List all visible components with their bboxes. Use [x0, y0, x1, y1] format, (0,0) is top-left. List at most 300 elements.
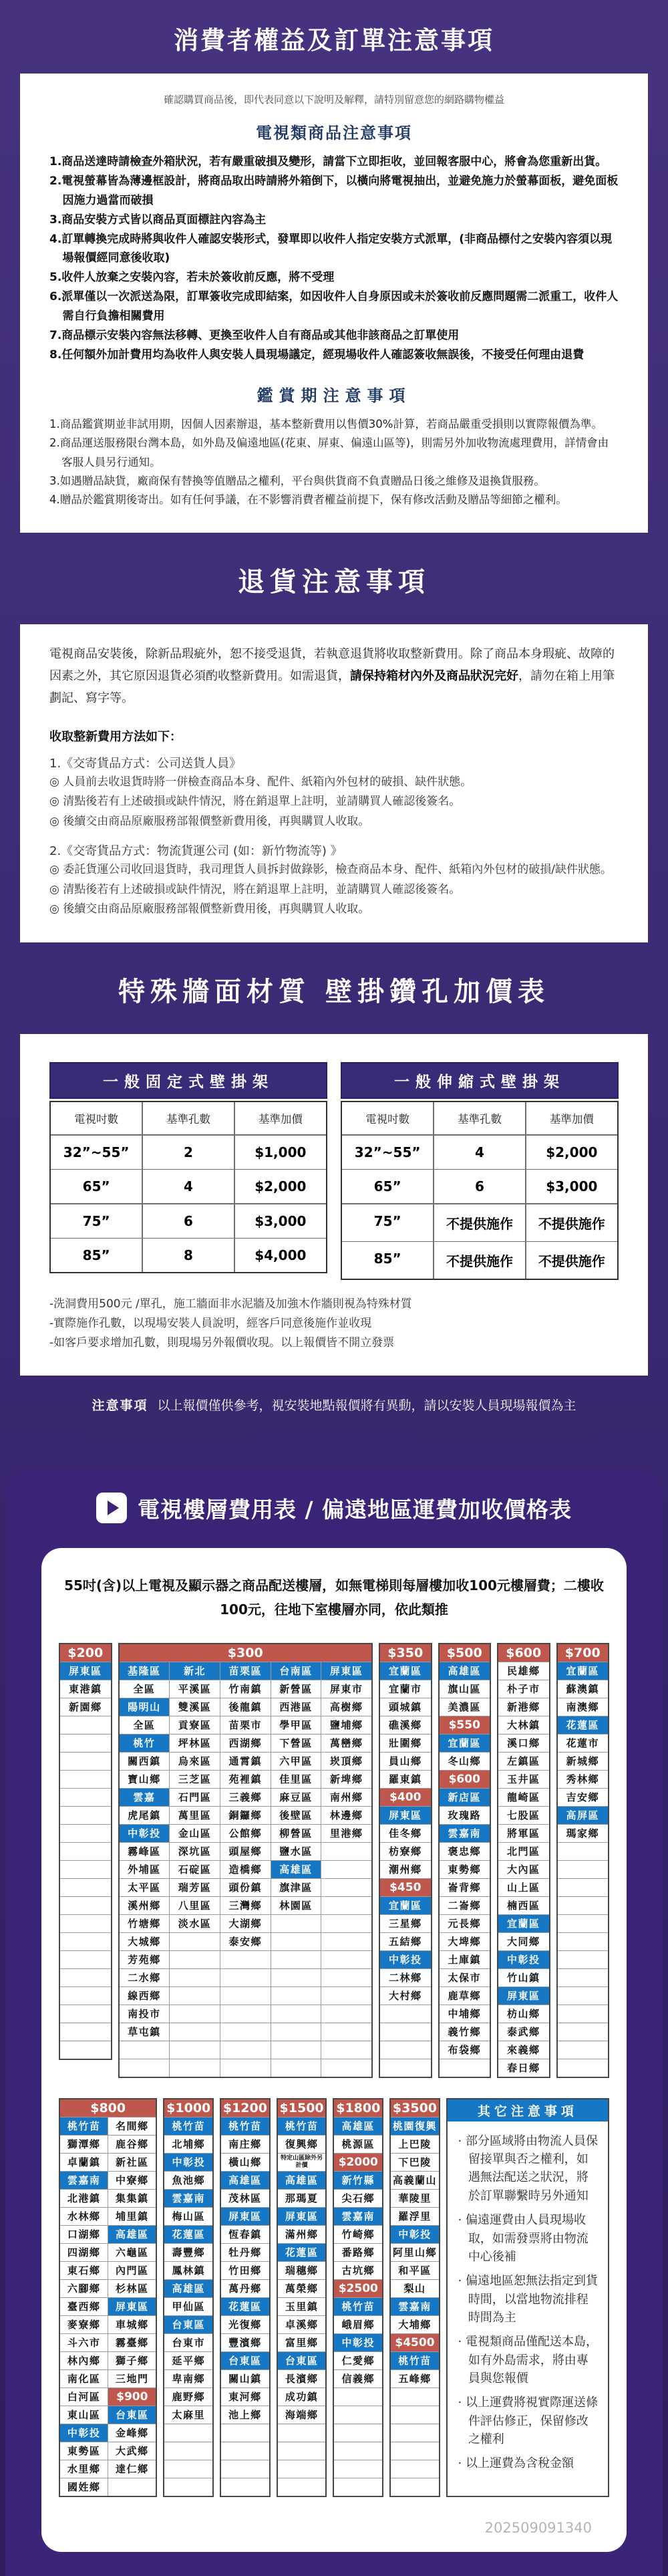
fee-area-cell: 大同鄉 [498, 1933, 549, 1950]
fee-area-cell [558, 1969, 609, 1986]
fee-area-cell: 六龜區 [108, 2244, 156, 2261]
wall-cell: $1,000 [235, 1136, 326, 1169]
fee-area-cell: 南庄鄉 [221, 2136, 269, 2153]
fee-area-cell [60, 1915, 111, 1932]
fee-area-cell: 那瑪夏 [278, 2190, 326, 2207]
other-notes-panel [446, 2098, 609, 2497]
list-item: 7.商品標示安裝內容無法移轉、更換至收件人自有商品或其他非該商品之訂單使用 [49, 329, 460, 343]
fee-area-cell: 梨山 [391, 2280, 439, 2297]
returns-paragraph [49, 643, 619, 710]
returns-para-pre: 電視商品安裝後，除新品瑕疵外，恕不接受退貨，若執意退貨將收取整新費用。除了商品本身瑕疵、故障的因素之外，其它原因退貨必須酌收整新費用。如需退貨， [49, 646, 615, 683]
list-item: · 偏遠運費由人員現場收取，如需發票將由物流中心後補 [458, 2213, 589, 2264]
fee-area-cell: $600 [440, 1771, 490, 1788]
fee-area-cell: 崁頂鄉 [321, 1753, 371, 1770]
fee-area-cell: 壯圍鄉 [380, 1734, 431, 1752]
fee-area-cell: 大湖鄉 [220, 1915, 271, 1932]
fee-area-cell: 竹山鎮 [498, 1969, 549, 1986]
fee-area-cell: 延平鄉 [164, 2352, 212, 2369]
fee-region-header: 桃竹苗 [221, 2117, 269, 2135]
fee-area-cell: 高雄區 [221, 2172, 269, 2189]
fee-area-cell: 西港區 [271, 1698, 321, 1716]
play-icon [96, 1493, 127, 1523]
fee-area-cell: 新園鄉 [60, 1698, 111, 1716]
list-item: ◎ 清點後若有上述破損或缺件情況，將在銷退單上註明，並請購買人確認後簽名。 [49, 882, 461, 896]
fee-area-cell: 雙溪區 [170, 1698, 220, 1716]
fee-area-cell: 礁溪鄉 [380, 1716, 431, 1734]
fee-area-cell: 羅東鎮 [380, 1771, 431, 1788]
fee-area-cell [558, 1897, 609, 1914]
fee-area-cell [558, 1987, 609, 2005]
wall-cell: 6 [434, 1170, 525, 1203]
fee-area-cell [60, 1933, 111, 1950]
fee-area-cell [558, 1843, 609, 1860]
fee-area-cell: 新城鄉 [558, 1753, 609, 1770]
fee-area-cell [391, 2424, 439, 2442]
fee-area-cell: 內門區 [108, 2262, 156, 2279]
fee-area-cell: 豐濱鄉 [221, 2334, 269, 2351]
fee-area-cell [321, 1987, 371, 2005]
intro-text: 確認購買商品後，即代表同意以下說明及解釋，請特別留意您的網路購物權益 [163, 94, 504, 106]
fee-area-cell: 卓蘭鎮 [60, 2154, 108, 2171]
fee-area-cell: 臺西鄉 [60, 2298, 108, 2315]
fee-area-cell: 高義蘭山 [391, 2172, 439, 2189]
fee-area-cell: 新港鄉 [498, 1698, 549, 1716]
wall-col-header: 電視吋數 [342, 1102, 433, 1134]
fee-area-cell [380, 2005, 431, 2023]
fee-area-cell: 學甲區 [271, 1716, 321, 1734]
fee-area-cell: 六甲區 [271, 1753, 321, 1770]
fee-area-cell: $900 [108, 2388, 156, 2406]
fee-area-cell [391, 2388, 439, 2406]
fee-area-cell: 後龍鎮 [220, 1698, 271, 1716]
fee-area-cell: 高樹鄉 [321, 1698, 371, 1716]
fee-area-cell: 竹塘鄉 [120, 1915, 170, 1932]
fee-area-cell: 元長鄉 [440, 1915, 490, 1932]
fee-area-cell [60, 1807, 111, 1824]
list-item: -如客戶要求增加孔數，則現場另外報價收現。以上報價皆不開立發票 [49, 1335, 395, 1349]
fee-area-cell [271, 2005, 321, 2023]
returns-para-post: ，請勿在箱上用筆劃記、寫字等。 [49, 668, 615, 706]
fee-area-cell [170, 1951, 220, 1968]
fee-area-cell [271, 2023, 321, 2041]
fee-area-cell: 七股區 [498, 1807, 549, 1824]
method2-list [49, 860, 619, 920]
fee-area-cell: 萬榮鄉 [278, 2280, 326, 2297]
fee-area-cell: 新營區 [271, 1680, 321, 1698]
fee-table-1500 [277, 2098, 327, 2497]
other-notes-title: 其它注意事項 [448, 2099, 608, 2121]
fee-area-cell [558, 2059, 609, 2077]
fee-area-cell: 新店區 [440, 1789, 490, 1806]
fee-area-cell [60, 1825, 111, 1842]
fee-area-cell: 三芝區 [170, 1771, 220, 1788]
wall-col-header: 基準孔數 [143, 1102, 234, 1134]
fee-area-cell [321, 2005, 371, 2023]
fee-price-header: $600 [498, 1644, 549, 1662]
fee-area-cell [321, 1951, 371, 1968]
wall-cell: 4 [143, 1170, 234, 1203]
fee-area-cell [60, 2023, 111, 2041]
fee-area-cell: 滿州鄉 [278, 2226, 326, 2243]
fee-area-cell: 花蓮區 [278, 2244, 326, 2261]
fee-price-header: $700 [558, 1644, 609, 1662]
fee-area-cell: 麻豆區 [271, 1789, 321, 1806]
fee-table-600 [497, 1643, 550, 2078]
fee-area-cell [164, 2442, 212, 2460]
method-heading: 收取整新費用方法如下： [49, 729, 182, 744]
wall-table-title: 一般伸縮式壁掛架 [341, 1062, 619, 1099]
fee-area-cell: 下營區 [271, 1734, 321, 1752]
fee-region-header: 屏東區 [321, 1662, 371, 1680]
list-item: ◎ 清點後若有上述破損或缺件情況，將在銷退單上註明，並請購買人確認後簽名。 [49, 795, 461, 809]
fee-area-cell: 鹽埔鄉 [321, 1716, 371, 1734]
list-item: · 以上運費將視實際運送條件評估修正，保留修改之權利 [458, 2396, 598, 2447]
fee-area-cell [170, 1987, 220, 2005]
fee-area-cell: 白河區 [60, 2388, 108, 2406]
list-item: 3.如遇贈品缺貨，廠商保有替換等值贈品之權利，平台與供貨商不負責贈品日後之維修及退換貨服務。 [49, 474, 545, 487]
fee-area-cell: 北港鎮 [60, 2190, 108, 2207]
fee-area-cell: 二林鄉 [380, 1969, 431, 1986]
list-item: 2.電視螢幕皆為薄邊框設計，將商品取出時請將外箱倒下，以橫向將電視抽出，並避免施力於螢幕面板，避免面板因施力過當而破損 [49, 174, 619, 207]
fee-area-cell: 梅山區 [164, 2208, 212, 2225]
fee-area-cell: 下巴陵 [391, 2154, 439, 2171]
fee-area-cell: 佳里區 [271, 1771, 321, 1788]
fee-area-cell [440, 2059, 490, 2077]
fee-area-cell: 特定山區除外另計價 [278, 2154, 326, 2171]
fee-area-cell [220, 2059, 271, 2077]
fee-area-cell: 深坑區 [170, 1843, 220, 1860]
fee-area-cell: 茂林區 [221, 2190, 269, 2207]
list-item: 2.商品運送服務限台灣本島，如外島及偏遠地區(花東、屏東、偏遠山區等)，則需另外加收物流處理費用，詳情會由客服人員另行通知。 [49, 436, 609, 469]
list-item: · 電視類商品僅配送本島，如有外島需求，將由專員與您報價 [458, 2335, 598, 2386]
fee-area-cell [60, 1789, 111, 1806]
fee-area-cell: 池上鄉 [221, 2406, 269, 2424]
fee-area-cell [380, 2041, 431, 2059]
list-item: · 以上運費為含稅金額 [458, 2456, 574, 2471]
fee-area-cell: 大武鄉 [108, 2442, 156, 2460]
fee-area-cell: 雲嘉南 [164, 2190, 212, 2207]
fee-area-cell: 霧峰區 [120, 1843, 170, 1860]
play-triangle-icon [108, 1501, 119, 1515]
fee-area-cell [321, 1897, 371, 1914]
fee-area-cell [334, 2424, 382, 2442]
fee-area-cell: 旗津區 [271, 1879, 321, 1896]
returns-title: 退貨注意事項 [238, 566, 430, 598]
fee-area-cell: 石碇區 [170, 1861, 220, 1878]
fee-area-cell [271, 1951, 321, 1968]
fee-area-cell: 枋寮鄉 [380, 1843, 431, 1860]
fee-area-cell [321, 2041, 371, 2059]
wall-card [20, 1034, 648, 1376]
fee-area-cell: 卑南鄉 [164, 2370, 212, 2388]
wall-notes [49, 1295, 619, 1353]
fee-area-cell: 東石鄉 [60, 2262, 108, 2279]
fee-area-cell: 北門區 [498, 1843, 549, 1860]
fee-area-cell: 雲嘉南 [60, 2172, 108, 2189]
fee-area-cell [334, 2406, 382, 2424]
fee-area-cell [220, 1969, 271, 1986]
fee-region-header: 台南區 [271, 1662, 321, 1680]
fee-area-cell: 竹田鄉 [221, 2262, 269, 2279]
fee-area-cell [558, 1951, 609, 1968]
shipping-header [5, 1493, 663, 1524]
fee-area-cell: 長濱鄉 [278, 2370, 326, 2388]
fee-area-cell: 恆春鎮 [221, 2226, 269, 2243]
fee-area-cell: 東山區 [60, 2406, 108, 2424]
fee-area-cell [558, 1933, 609, 1950]
list-item: ◎ 後續交由商品原廠服務部報價整新費用後，再與購買人收取。 [49, 815, 370, 829]
fee-price-header: $350 [380, 1644, 431, 1662]
fee-area-cell: 秀林鄉 [558, 1771, 609, 1788]
fee-area-cell: 新埤鄉 [321, 1771, 371, 1788]
fee-area-cell: 杉林區 [108, 2280, 156, 2297]
fee-area-cell [271, 1933, 321, 1950]
tv-notice-list [49, 152, 619, 365]
fee-area-cell: 光復鄉 [221, 2316, 269, 2333]
fee-area-cell: 枋山鄉 [498, 2005, 549, 2023]
fee-price-header: $3500 [391, 2099, 439, 2117]
fee-table-1800 [333, 2098, 383, 2497]
shipping-card [41, 1548, 627, 2552]
fee-area-cell: 獅潭鄉 [60, 2136, 108, 2153]
method1-title: 1.《交寄貨品方式：公司送貨人員》 [49, 756, 242, 771]
fee-area-cell: 番路鄉 [334, 2244, 382, 2261]
fee-area-cell [391, 2460, 439, 2478]
fee-area-cell: 花蓮區 [164, 2226, 212, 2243]
fee-area-cell: 員山鄉 [380, 1753, 431, 1770]
fee-area-cell: 水里鄉 [60, 2460, 108, 2478]
fee-area-cell: 瑪家鄉 [558, 1825, 609, 1842]
fee-price-header: $1200 [221, 2099, 269, 2117]
fee-area-cell: 埔里鎮 [108, 2208, 156, 2225]
appreciation-heading: 鑑賞期注意事項 [257, 386, 411, 405]
fee-region-header: 高雄區 [334, 2117, 382, 2135]
fee-area-cell: 台東區 [221, 2352, 269, 2369]
fee-area-cell: 台東市 [164, 2334, 212, 2351]
consumer-card [20, 74, 648, 533]
fee-region-header: 桃竹苗 [164, 2117, 212, 2135]
fee-region-header: 基隆區 [120, 1662, 170, 1680]
wall-notice-label: 注意事項 [92, 1398, 148, 1413]
fee-area-cell: 桃竹 [120, 1734, 170, 1752]
fee-area-cell: 花蓮區 [558, 1716, 609, 1734]
fee-area-cell: 石門區 [170, 1789, 220, 1806]
list-item: · 部分區域將由物流人員保留接單與否之權利，如遇無法配送之狀況，將於訂單聯繫時另外通知 [458, 2134, 598, 2203]
page-title: 消費者權益及訂單注意事項 [174, 26, 494, 55]
fee-area-cell: 全區 [120, 1716, 170, 1734]
fee-area-cell: 銅鑼鄉 [220, 1807, 271, 1824]
fee-area-cell: 關山鎮 [221, 2370, 269, 2388]
fee-area-cell [170, 2023, 220, 2041]
fee-area-cell: 林內鄉 [60, 2352, 108, 2369]
fee-area-cell: 布袋鄉 [440, 2041, 490, 2059]
wall-cell: 8 [143, 1239, 234, 1272]
fee-area-cell: 烏來區 [170, 1753, 220, 1770]
wall-table-title: 一般固定式壁掛架 [49, 1062, 327, 1099]
wall-cell: $4,000 [235, 1239, 326, 1272]
fee-area-cell [321, 2059, 371, 2077]
fee-area-cell: 關西鎮 [120, 1753, 170, 1770]
fee-area-cell: 羅浮里 [391, 2208, 439, 2225]
fee-area-cell: 大埤鄉 [440, 1933, 490, 1950]
wall-title: 特殊牆面材質 壁掛鑽孔加價表 [118, 977, 550, 1008]
wall-cell: 4 [434, 1136, 525, 1169]
fee-area-cell: 甲仙區 [164, 2298, 212, 2315]
fee-area-cell: 線西鄉 [120, 1987, 170, 2005]
fee-area-cell: 雲嘉南 [440, 1825, 490, 1842]
fee-area-cell [221, 2478, 269, 2496]
fee-area-cell [391, 2478, 439, 2496]
fee-area-cell [220, 1951, 271, 1968]
fee-region-header: 宜蘭區 [558, 1662, 609, 1680]
wall-cell: 75” [342, 1204, 433, 1241]
fee-area-cell: 富里鄉 [278, 2334, 326, 2351]
fee-area-cell: 口湖鄉 [60, 2226, 108, 2243]
fee-area-cell: 六腳鄉 [60, 2280, 108, 2297]
wall-cell: 65” [51, 1170, 142, 1203]
fee-area-cell: 雲嘉南 [391, 2298, 439, 2315]
fee-area-cell [164, 2478, 212, 2496]
fee-area-cell: 高雄區 [278, 2172, 326, 2189]
fee-area-cell: 萬巒鄉 [321, 1734, 371, 1752]
fee-table-200 [59, 1643, 112, 2060]
fee-area-cell: 桃竹苗 [334, 2298, 382, 2315]
tv-notice-heading: 電視類商品注意事項 [256, 124, 412, 142]
fee-area-cell: 西湖鄉 [220, 1734, 271, 1752]
fee-area-cell [60, 1987, 111, 2005]
fee-area-cell: 北埔鄉 [164, 2136, 212, 2153]
wall-cell: $2,000 [235, 1170, 326, 1203]
fee-area-cell: 台東區 [278, 2352, 326, 2369]
fee-area-cell [321, 1969, 371, 1986]
fee-area-cell: 太平區 [120, 1879, 170, 1896]
fee-area-cell [391, 2406, 439, 2424]
fee-area-cell [170, 2059, 220, 2077]
wall-cell: 85” [51, 1239, 142, 1272]
fee-area-cell: 大埔鄉 [391, 2316, 439, 2333]
fee-area-cell [108, 2478, 156, 2496]
fee-area-cell: 國姓鄉 [60, 2478, 108, 2496]
fee-area-cell [558, 2005, 609, 2023]
fee-area-cell: 金山區 [170, 1825, 220, 1842]
fee-area-cell [321, 2023, 371, 2041]
fee-area-cell [321, 1915, 371, 1932]
fee-area-cell: 五峰鄉 [391, 2370, 439, 2388]
fee-price-header: $1800 [334, 2099, 382, 2117]
fee-area-cell [60, 1951, 111, 1968]
fee-area-cell [321, 1933, 371, 1950]
fee-area-cell [170, 1933, 220, 1950]
fee-area-cell [170, 2041, 220, 2059]
fee-area-cell: 泰武鄉 [498, 2023, 549, 2041]
list-item: -實際施作孔數，以現場安裝人員說明，經客戶同意後施作並收現 [49, 1316, 372, 1330]
fee-area-cell [220, 2023, 271, 2041]
fee-area-cell: 佳冬鄉 [380, 1825, 431, 1842]
fee-area-cell: 達仁鄉 [108, 2460, 156, 2478]
wall-cell: 75” [51, 1204, 142, 1238]
fee-area-cell: 橫山鄉 [221, 2154, 269, 2171]
fee-area-cell [271, 2041, 321, 2059]
list-item: 4.贈品於鑑賞期後寄出。如有任何爭議，在不影響消費者權益前提下，保有修改活動及贈品等細節之權利。 [49, 493, 567, 507]
fee-area-cell [60, 2005, 111, 2023]
fee-price-header: $200 [60, 1644, 111, 1662]
appreciation-list [49, 415, 619, 510]
fee-area-cell: 復興鄉 [278, 2136, 326, 2153]
fee-area-cell [558, 1915, 609, 1932]
fee-region-header: 桃竹苗 [278, 2117, 326, 2135]
list-item: 3.商品安裝方式皆以商品頁面標註內容為主 [49, 213, 267, 227]
list-item: ◎ 人員前去收退貨時將一併檢查商品本身、配件、紙箱內外包材的破損、缺件狀態。 [49, 775, 472, 789]
fee-area-cell: 春日鄉 [498, 2059, 549, 2077]
fee-area-cell: 東河鄉 [221, 2388, 269, 2406]
fee-area-cell [60, 1897, 111, 1914]
fee-area-cell: 屏東區 [221, 2208, 269, 2225]
wall-cell: $3,000 [526, 1170, 617, 1203]
fee-table-300 [118, 1643, 373, 2078]
fee-area-cell: 楠西區 [498, 1897, 549, 1914]
fee-region-header: 桃竹苗 [60, 2117, 108, 2135]
fee-area-cell: 三灣鄉 [220, 1897, 271, 1914]
timestamp: 202509091340 [484, 2519, 592, 2536]
fee-area-cell: 萬里區 [170, 1807, 220, 1824]
method2-title: 2.《交寄貨品方式：物流貨運公司 (如：新竹物流等) 》 [49, 844, 343, 858]
fee-area-cell: 寶山鄉 [120, 1771, 170, 1788]
fee-area-cell [60, 1879, 111, 1896]
fee-area-cell: $4500 [391, 2334, 439, 2351]
fee-area-cell [321, 1879, 371, 1896]
fee-area-cell: 頭份鎮 [220, 1879, 271, 1896]
fee-region-header: 民雄鄉 [498, 1662, 549, 1680]
fee-area-cell: 霧臺鄉 [108, 2334, 156, 2351]
fee-area-cell: 古坑鄉 [334, 2262, 382, 2279]
wall-mount-table-fixed [49, 1062, 327, 1280]
fee-area-cell: 來義鄉 [498, 2041, 549, 2059]
fee-table-350 [379, 1643, 432, 2078]
fee-area-cell: 義竹鄉 [440, 2023, 490, 2041]
fee-area-cell: 三地門 [108, 2370, 156, 2388]
fee-area-cell [558, 2023, 609, 2041]
fee-area-cell: 全區 [120, 1680, 170, 1698]
wall-cell: $2,000 [526, 1136, 617, 1169]
fee-area-cell: $400 [380, 1789, 431, 1806]
fee-area-cell: 林邊鄉 [321, 1807, 371, 1824]
fee-area-cell: 屏東區 [498, 1987, 549, 2005]
fee-area-cell: 斗六市 [60, 2334, 108, 2351]
other-notes-list [448, 2121, 608, 2490]
shipping-subtitle: 55吋(含)以上電視及顯示器之商品配送樓層，如無電梯則每層樓加收100元樓層費；二樓收100元，往地下室樓層亦同，依此類推 [64, 1577, 604, 1618]
fee-area-cell: 中彰投 [391, 2226, 439, 2243]
fee-area-cell: $550 [440, 1716, 490, 1734]
wall-cell: 不提供施作 [526, 1242, 617, 1279]
fee-area-cell: $450 [380, 1879, 431, 1896]
fee-area-cell: 泰安鄉 [220, 1933, 271, 1950]
list-item: 1.商品送達時請檢查外箱狀況，若有嚴重破損及變形，請當下立即拒收，並回報客服中心，將會為您重新出貨。 [49, 155, 607, 168]
fee-area-cell [278, 2442, 326, 2460]
fee-area-cell: 三義鄉 [220, 1789, 271, 1806]
fee-area-cell: 萬丹鄉 [221, 2280, 269, 2297]
fee-area-cell: 中彰投 [380, 1951, 431, 1968]
wall-col-header: 電視吋數 [51, 1102, 142, 1134]
fee-area-cell: 花蓮市 [558, 1734, 609, 1752]
list-item: 1.商品鑑賞期並非試用期，因個人因素辦退，基本整新費用以售價30%計算，若商品嚴重受損則以實際報價為準。 [49, 417, 603, 430]
wall-cell: 不提供施作 [526, 1204, 617, 1241]
fee-area-cell: 土庫鎮 [440, 1951, 490, 1968]
fee-area-cell: 四湖鄉 [60, 2244, 108, 2261]
fee-area-cell: 造橋鄉 [220, 1861, 271, 1878]
fee-area-cell [164, 2460, 212, 2478]
fee-area-cell: 大城鄉 [120, 1933, 170, 1950]
fee-area-cell: 高雄區 [164, 2280, 212, 2297]
